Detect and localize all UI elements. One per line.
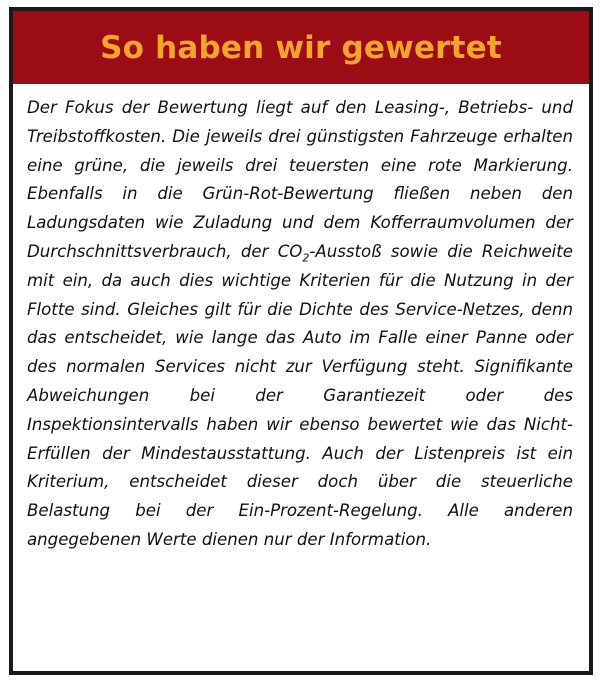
body-text	[13, 84, 589, 555]
body-text-part-a: Der Fokus der Bewertung liegt auf den Leasing-, Betriebs- und Treibstoffkosten. Die jeweils drei günstigsten Fahrzeuge erhalten eine grüne, die jeweils drei teuersten eine rote Markierung. Ebenfalls in die Grün-Rot-Bewertung fließen neben den Ladungsdaten wie Zuladung und dem Kofferraumvolumen der Durchschnittsverbrauch, der CO	[27, 98, 573, 261]
body-text-part-b: -Ausstoß sowie die Reichweite mit ein, da auch dies wichtige Kriterien für die Nutzung in der Flotte sind. Gleiches gilt für die Dichte des Service-Netzes, denn das entscheidet, wie lange das Auto im Falle einer Panne oder des normalen Services nicht zur Verfügung steht. Signifikante Abweichungen bei der Garantiezeit oder des Inspektionsintervalls haben wir ebenso bewertet wie das Nicht-Erfüllen der Mindestausstattung. Auch der Listenpreis ist ein Kriterium, entscheidet dieser doch über die steuerliche Belastung bei der Ein-Prozent-Regelung. Alle anderen angegebenen Werte dienen nur der Information.	[27, 241, 574, 549]
info-box	[9, 7, 593, 675]
box-title: So haben wir gewertet	[100, 29, 502, 66]
co2-subscript: 2	[302, 251, 310, 265]
title-bar	[13, 11, 589, 84]
